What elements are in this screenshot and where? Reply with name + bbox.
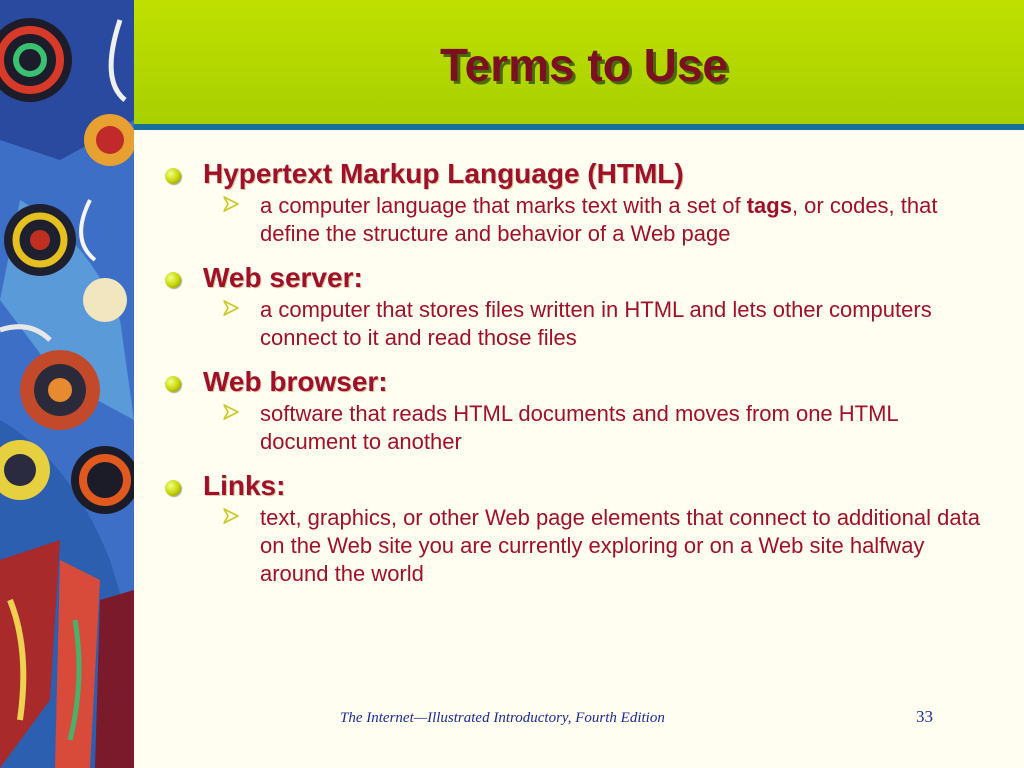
arrowhead-icon [223, 508, 239, 524]
term-definition: text, graphics, or other Web page elements that connect to additional data on the Web site you are currently exploring or on a Web site halfway around the world [260, 505, 980, 586]
definition-text: a computer language that marks text with a set of [260, 193, 747, 218]
round-bullet-icon [165, 272, 181, 288]
terms-list [165, 158, 985, 602]
definition-row [223, 296, 985, 352]
round-bullet-icon [165, 480, 181, 496]
list-item [165, 262, 985, 352]
slide-title: Terms to Use [439, 39, 729, 91]
term-title: Web browser: [203, 366, 388, 397]
term-definition: software that reads HTML documents and moves from one HTML document to another [260, 401, 898, 454]
round-bullet-icon [165, 376, 181, 392]
footer-book-title: The Internet—Illustrated Introductory, Fourth Edition [340, 710, 665, 726]
arrowhead-icon [223, 300, 239, 316]
definition-row [223, 400, 985, 456]
term-title: Hypertext Markup Language (HTML) [203, 158, 684, 189]
round-bullet-icon [165, 168, 181, 184]
definition-row [223, 504, 985, 588]
term-title: Links: [203, 470, 286, 501]
term-row [165, 262, 985, 294]
definition-bold-text: tags [746, 193, 792, 218]
list-item [165, 158, 985, 248]
title-divider [134, 124, 1024, 130]
list-item [165, 366, 985, 456]
term-row [165, 366, 985, 398]
definition-row [223, 192, 985, 248]
list-item [165, 470, 985, 588]
arrowhead-icon [223, 196, 239, 212]
term-definition: a computer that stores files written in HTML and lets other computers connect to it and read those files [260, 297, 932, 350]
term-row [165, 470, 985, 502]
term-title: Web server: [203, 262, 363, 293]
term-definition [260, 192, 985, 248]
page-number: 33 [916, 707, 933, 726]
definition-text: , or codes, that define the structure and behavior of a Web page [260, 193, 938, 246]
painting-graphic [0, 0, 134, 768]
decorative-painting [0, 0, 134, 768]
term-row [165, 158, 985, 190]
arrowhead-icon [223, 404, 239, 420]
